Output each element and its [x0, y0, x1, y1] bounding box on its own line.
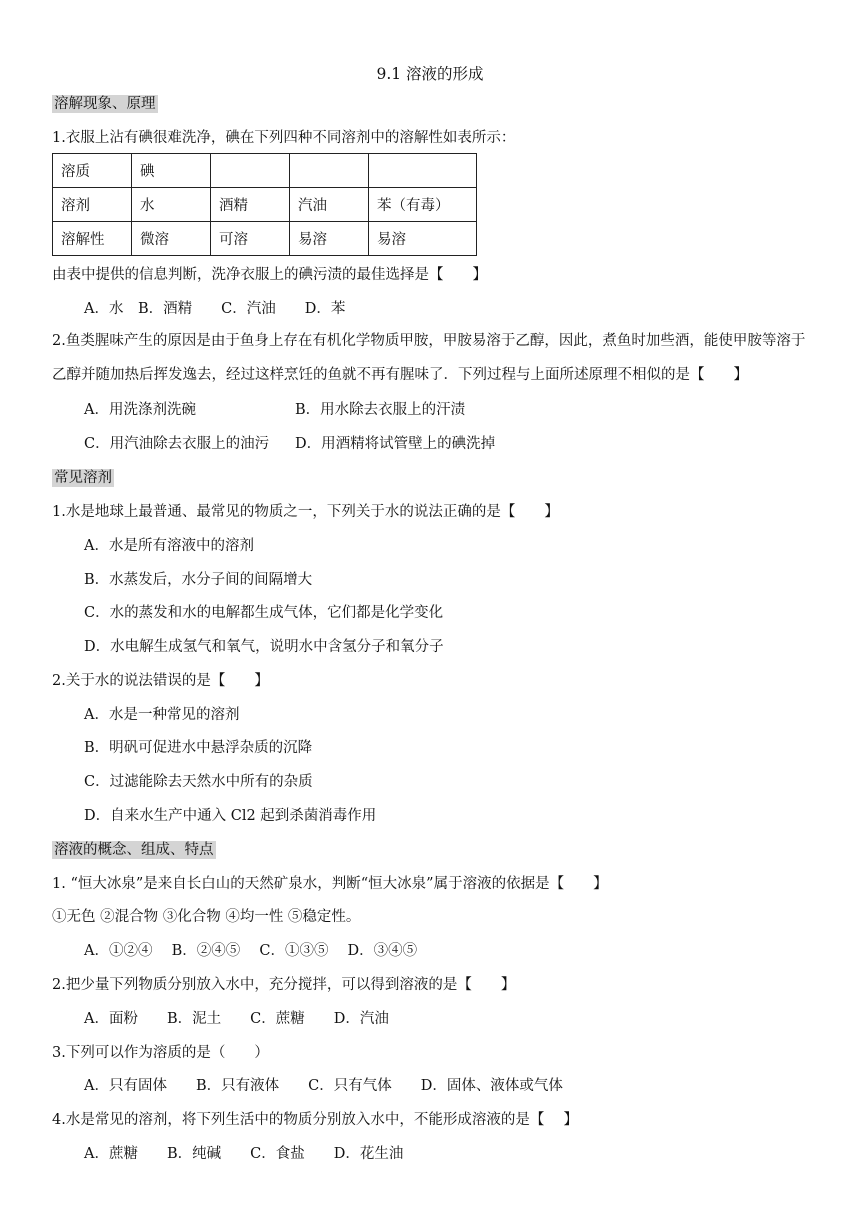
table-row: [53, 188, 477, 222]
question-stem: 4.水是常见的溶剂，将下列生活中的物质分别放入水中，不能形成溶液的是【 】: [52, 1112, 578, 1128]
table-cell: 易溶: [290, 222, 369, 256]
table-row: [53, 222, 477, 256]
table-cell: [290, 154, 369, 188]
question-followup: 由表中提供的信息判断，洗净衣服上的碘污渍的最佳选择是【 】: [52, 267, 487, 283]
answer-option-a: A．水是一种常见的溶剂: [84, 707, 240, 723]
table-cell: 碘: [132, 154, 211, 188]
question-stem: 2.鱼类腥味产生的原因是由于鱼身上存在有机化学物质甲胺，甲胺易溶于乙醇，因此，煮鱼时加些酒，能使甲胺等溶于乙醇并随加热后挥发逸去，经过这样烹饪的鱼就不再有腥味了．下列过程与上面所述原理不相似的是【 】: [52, 333, 806, 383]
answer-option-d: D．自来水生产中通入 Cl2 起到杀菌消毒作用: [84, 808, 377, 824]
question-stem: 1. “恒大冰泉”是来自长白山的天然矿泉水，判断“恒大冰泉”属于溶液的依据是【 】: [52, 876, 608, 892]
section-heading-solution-concepts: 溶液的概念、组成、特点: [54, 842, 214, 858]
answer-options: A．①②④ B．②④⑤ C．①③⑤ D．③④⑤: [84, 943, 418, 959]
question-stem: 1.水是地球上最普通、最常见的物质之一，下列关于水的说法正确的是【 】: [52, 504, 559, 520]
answer-option-a: A．用洗涤剂洗碗: [84, 402, 196, 418]
answer-option-d: D．用酒精将试管壁上的碘洗掉: [295, 436, 496, 452]
answer-option-c: C．用汽油除去衣服上的油污: [84, 436, 270, 452]
table-cell: 溶解性: [53, 222, 132, 256]
answer-option-b: B．用水除去衣服上的汗渍: [295, 402, 466, 418]
section-heading-dissolution: 溶解现象、原理: [54, 96, 156, 112]
answer-option-a: A．水是所有溶液中的溶剂: [84, 538, 254, 554]
table-cell: [211, 154, 290, 188]
table-cell: 微溶: [132, 222, 211, 256]
page-title: 9.1 溶液的形成: [376, 65, 484, 83]
question-stem: 2.把少量下列物质分别放入水中，充分搅拌，可以得到溶液的是【 】: [52, 977, 516, 993]
table-cell: 汽油: [290, 188, 369, 222]
table-cell: 苯（有毒）: [369, 188, 477, 222]
table-cell: 酒精: [211, 188, 290, 222]
answer-options: A．水 B．酒精 C．汽油 D．苯: [84, 301, 346, 317]
table-row: [53, 154, 477, 188]
answer-option-b: B．明矾可促进水中悬浮杂质的沉降: [84, 740, 313, 756]
answer-options: A．只有固体 B．只有液体 C．只有气体 D．固体、液体或气体: [84, 1078, 563, 1094]
table-cell: 易溶: [369, 222, 477, 256]
answer-options: A．面粉 B．泥土 C．蔗糖 D．汽油: [84, 1011, 389, 1027]
table-cell: 溶质: [53, 154, 132, 188]
table-cell: 水: [132, 188, 211, 222]
question-items: ①无色 ②混合物 ③化合物 ④均一性 ⑤稳定性。: [52, 909, 361, 925]
answer-option-b: B．水蒸发后，水分子间的间隔增大: [84, 572, 313, 588]
table-cell: [369, 154, 477, 188]
table-cell: 溶剂: [53, 188, 132, 222]
solubility-table: [52, 153, 477, 256]
answer-option-c: C．过滤能除去天然水中所有的杂质: [84, 774, 313, 790]
answer-options: A．蔗糖 B．纯碱 C．食盐 D．花生油: [84, 1146, 404, 1162]
question-stem: 1.衣服上沾有碘很难洗净，碘在下列四种不同溶剂中的溶解性如表所示：: [52, 130, 516, 146]
answer-option-d: D．水电解生成氢气和氧气，说明水中含氢分子和氧分子: [84, 639, 444, 655]
table-cell: 可溶: [211, 222, 290, 256]
question-stem: 2.关于水的说法错误的是【 】: [52, 673, 269, 689]
question-stem: 3.下列可以作为溶质的是（ ）: [52, 1045, 269, 1061]
section-heading-solvents: 常见溶剂: [54, 470, 112, 486]
answer-option-c: C．水的蒸发和水的电解都生成气体，它们都是化学变化: [84, 605, 444, 621]
